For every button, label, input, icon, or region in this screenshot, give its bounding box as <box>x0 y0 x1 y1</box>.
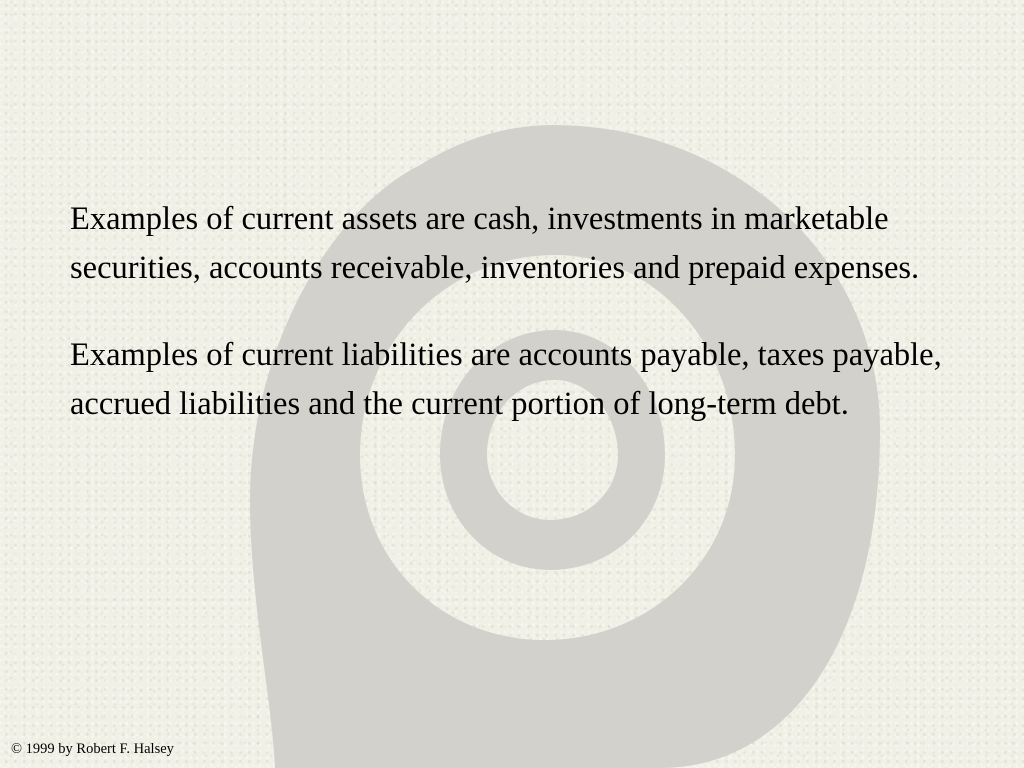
paragraph-current-liabilities: Examples of current liabilities are accounts payable, taxes payable, accrued liabilities and the current portion of long-term debt. <box>70 337 942 422</box>
paragraph-current-assets: Examples of current assets are cash, investments in marketable securities, accounts receivable, inventories and prepaid expenses. <box>70 201 920 286</box>
copyright-footer: © 1999 by Robert F. Halsey <box>11 741 174 757</box>
slide-body <box>70 195 970 467</box>
